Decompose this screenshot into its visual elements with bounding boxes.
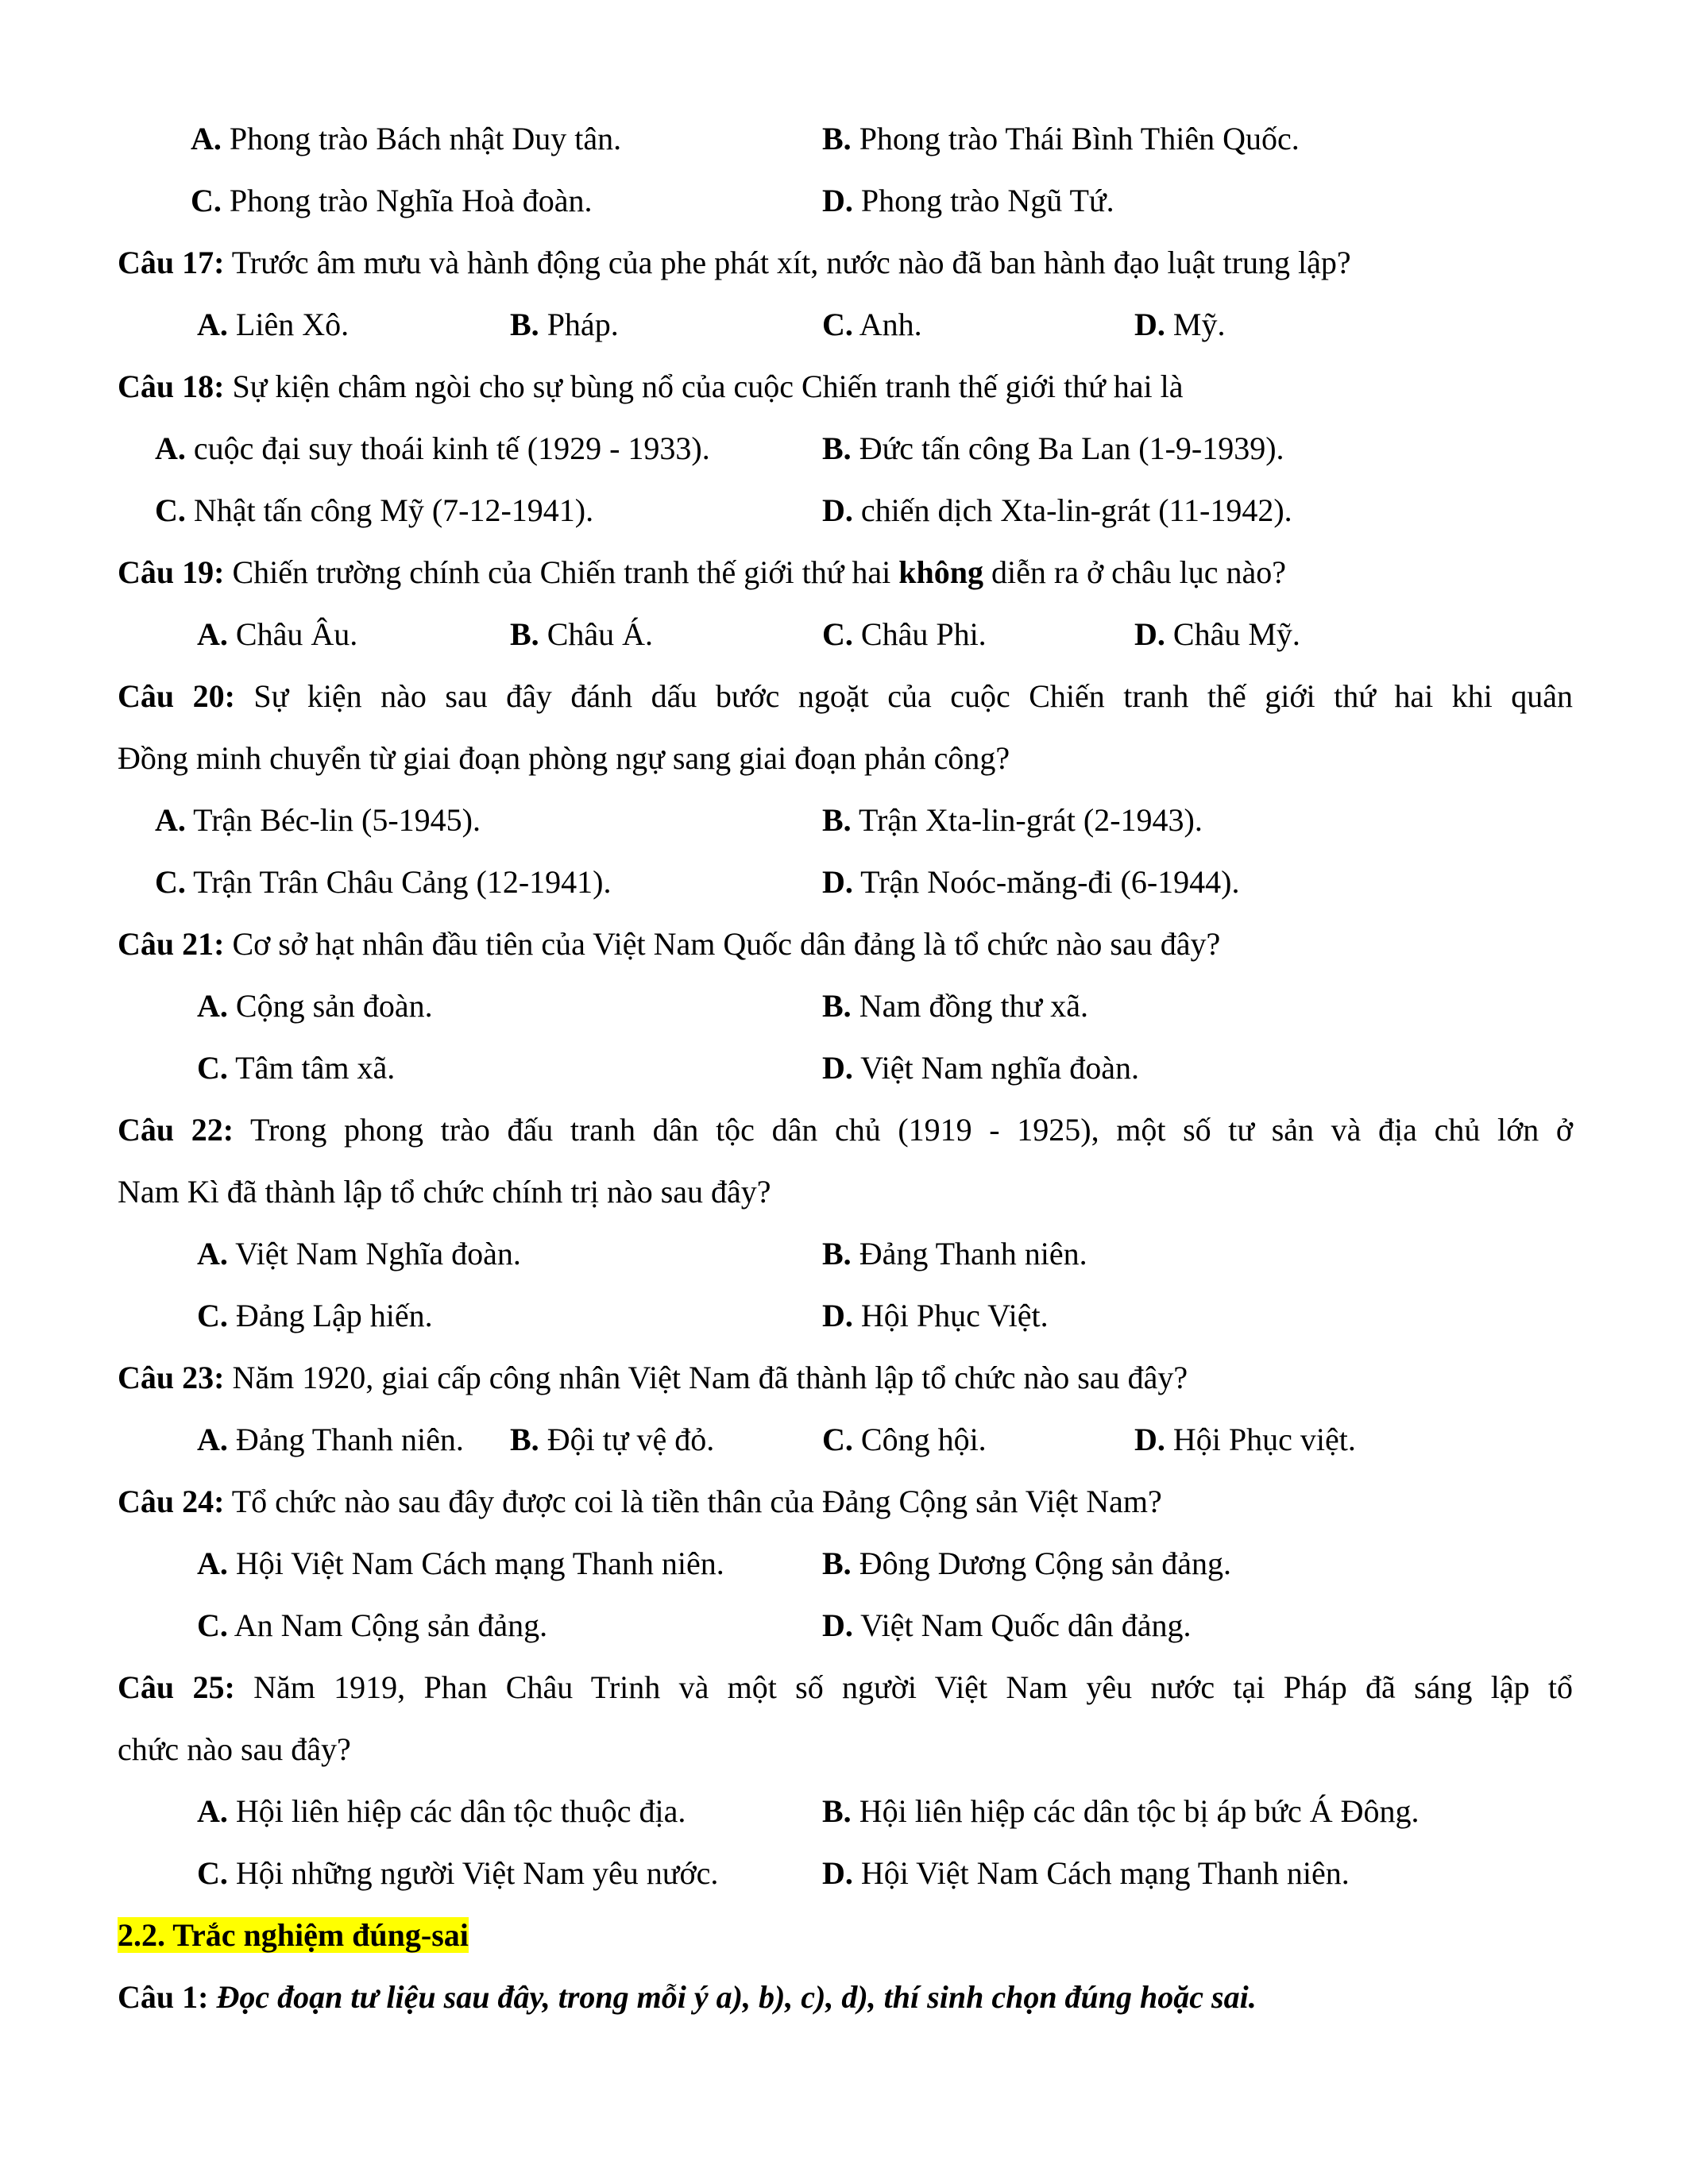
question-label: Câu 21:	[118, 926, 225, 962]
option-b: B. Nam đồng thư xã.	[822, 988, 1088, 1024]
option-c: C. Đảng Lập hiến.	[197, 1298, 433, 1333]
tf-question-1	[118, 1978, 1257, 2017]
question-19	[118, 553, 1286, 592]
question-text: Tổ chức nào sau đây được coi là tiền thân của Đảng Cộng sản Việt Nam?	[231, 1484, 1162, 1519]
question-label: Câu 20:	[118, 678, 235, 714]
question-text: Năm 1920, giai cấp công nhân Việt Nam đã thành lập tổ chức nào sau đây?	[232, 1360, 1188, 1395]
option-b: B. Đảng Thanh niên.	[822, 1236, 1087, 1271]
option-d: D. Việt Nam Quốc dân đảng.	[822, 1607, 1192, 1643]
option-c: C. Nhật tấn công Mỹ (7-12-1941).	[155, 492, 594, 528]
option-d: D. Việt Nam nghĩa đoàn.	[822, 1050, 1140, 1086]
question-text-before: Chiến trường chính của Chiến tranh thế giới thứ hai	[232, 554, 891, 590]
question-label: Câu 22:	[118, 1112, 234, 1148]
option-a: A. Trận Béc-lin (5-1945).	[155, 802, 481, 838]
section-heading	[118, 1916, 469, 1955]
option-a: A. Việt Nam Nghĩa đoàn.	[197, 1236, 521, 1271]
question-instruction: Đọc đoạn tư liệu sau đây, trong mỗi ý a), b), c), d), thí sinh chọn đúng hoặc sai.	[216, 1979, 1257, 2015]
question-label: Câu 24:	[118, 1484, 225, 1519]
question-22	[118, 1110, 1573, 1150]
option-a: A. Cộng sản đoàn.	[197, 988, 433, 1024]
question-label: Câu 1:	[118, 1979, 209, 2015]
question-text: chức nào sau đây?	[118, 1731, 351, 1767]
option-a: A. Phong trào Bách nhật Duy tân.	[191, 121, 622, 156]
question-23	[118, 1358, 1188, 1398]
question-text: Sự kiện nào sau đây đánh dấu bước ngoặt của cuộc Chiến tranh thế giới thứ hai khi quân	[253, 678, 1574, 714]
question-label: Câu 19:	[118, 554, 225, 590]
question-20	[118, 677, 1573, 716]
question-24	[118, 1482, 1162, 1522]
question-emphasis: không	[898, 554, 984, 590]
option-b: B. Đông Dương Cộng sản đảng.	[822, 1545, 1232, 1581]
option-c: C. Phong trào Nghĩa Hoà đoàn.	[191, 183, 593, 218]
option-c: C. Châu Phi.	[822, 616, 987, 652]
question-label: Câu 17:	[118, 245, 225, 280]
question-17	[118, 243, 1351, 283]
question-21	[118, 924, 1220, 964]
option-b: B. Pháp.	[510, 307, 619, 342]
option-b: B. Hội liên hiệp các dân tộc bị áp bức Á Đông.	[822, 1793, 1420, 1829]
question-text: Trong phong trào đấu tranh dân tộc dân chủ (1919 - 1925), một số tư sản và địa chủ lớn ở	[250, 1112, 1574, 1148]
option-a: A. Hội Việt Nam Cách mạng Thanh niên.	[197, 1545, 724, 1581]
option-d: D. chiến dịch Xta-lin-grát (11-1942).	[822, 492, 1292, 528]
question-text: Năm 1919, Phan Châu Trinh và một số người Việt Nam yêu nước tại Pháp đã sáng lập tổ	[253, 1669, 1573, 1705]
option-d: D. Hội Phục Việt.	[822, 1298, 1049, 1333]
option-a: A. Đảng Thanh niên.	[197, 1422, 464, 1457]
question-text-after: diễn ra ở châu lục nào?	[991, 554, 1287, 590]
section-heading-text: 2.2. Trắc nghiệm đúng-sai	[118, 1917, 469, 1953]
option-d: D. Hội Phục việt.	[1134, 1422, 1356, 1457]
option-c: C. Trận Trân Châu Cảng (12-1941).	[155, 864, 612, 900]
question-18	[118, 367, 1184, 407]
question-text: Đồng minh chuyển từ giai đoạn phòng ngự sang giai đoạn phản công?	[118, 740, 1010, 776]
option-a: A. Châu Âu.	[197, 616, 358, 652]
question-label: Câu 25:	[118, 1669, 235, 1705]
question-text: Trước âm mưu và hành động của phe phát xít, nước nào đã ban hành đạo luật trung lập?	[231, 245, 1351, 280]
question-text: Sự kiện châm ngòi cho sự bùng nổ của cuộc Chiến tranh thế giới thứ hai là	[232, 369, 1184, 404]
option-d: D. Châu Mỹ.	[1134, 616, 1300, 652]
question-22-cont	[118, 1172, 771, 1212]
option-b: B. Đức tấn công Ba Lan (1-9-1939).	[822, 430, 1284, 466]
option-a: A. cuộc đại suy thoái kinh tế (1929 - 1933).	[155, 430, 710, 466]
option-a: A. Liên Xô.	[197, 307, 350, 342]
option-d: D. Mỹ.	[1134, 307, 1226, 342]
question-text: Nam Kì đã thành lập tổ chức chính trị nào sau đây?	[118, 1174, 771, 1210]
option-d: D. Hội Việt Nam Cách mạng Thanh niên.	[822, 1855, 1350, 1891]
option-c: C. Công hội.	[822, 1422, 987, 1457]
option-b: B. Trận Xta-lin-grát (2-1943).	[822, 802, 1203, 838]
question-label: Câu 23:	[118, 1360, 225, 1395]
option-b: B. Phong trào Thái Bình Thiên Quốc.	[822, 121, 1300, 156]
option-b: B. Đội tự vệ đỏ.	[510, 1422, 715, 1457]
option-c: C. Tâm tâm xã.	[197, 1050, 396, 1086]
option-c: C. An Nam Cộng sản đảng.	[197, 1607, 548, 1643]
option-c: C. Anh.	[822, 307, 922, 342]
question-20-cont	[118, 739, 1010, 778]
question-25-cont	[118, 1730, 351, 1769]
option-b: B. Châu Á.	[510, 616, 654, 652]
option-d: D. Phong trào Ngũ Tứ.	[822, 183, 1114, 218]
option-d: D. Trận Noóc-măng-đi (6-1944).	[822, 864, 1240, 900]
question-label: Câu 18:	[118, 369, 225, 404]
question-text: Cơ sở hạt nhân đầu tiên của Việt Nam Quốc dân đảng là tổ chức nào sau đây?	[232, 926, 1221, 962]
question-25	[118, 1668, 1573, 1707]
option-a: A. Hội liên hiệp các dân tộc thuộc địa.	[197, 1793, 686, 1829]
option-c: C. Hội những người Việt Nam yêu nước.	[197, 1855, 719, 1891]
